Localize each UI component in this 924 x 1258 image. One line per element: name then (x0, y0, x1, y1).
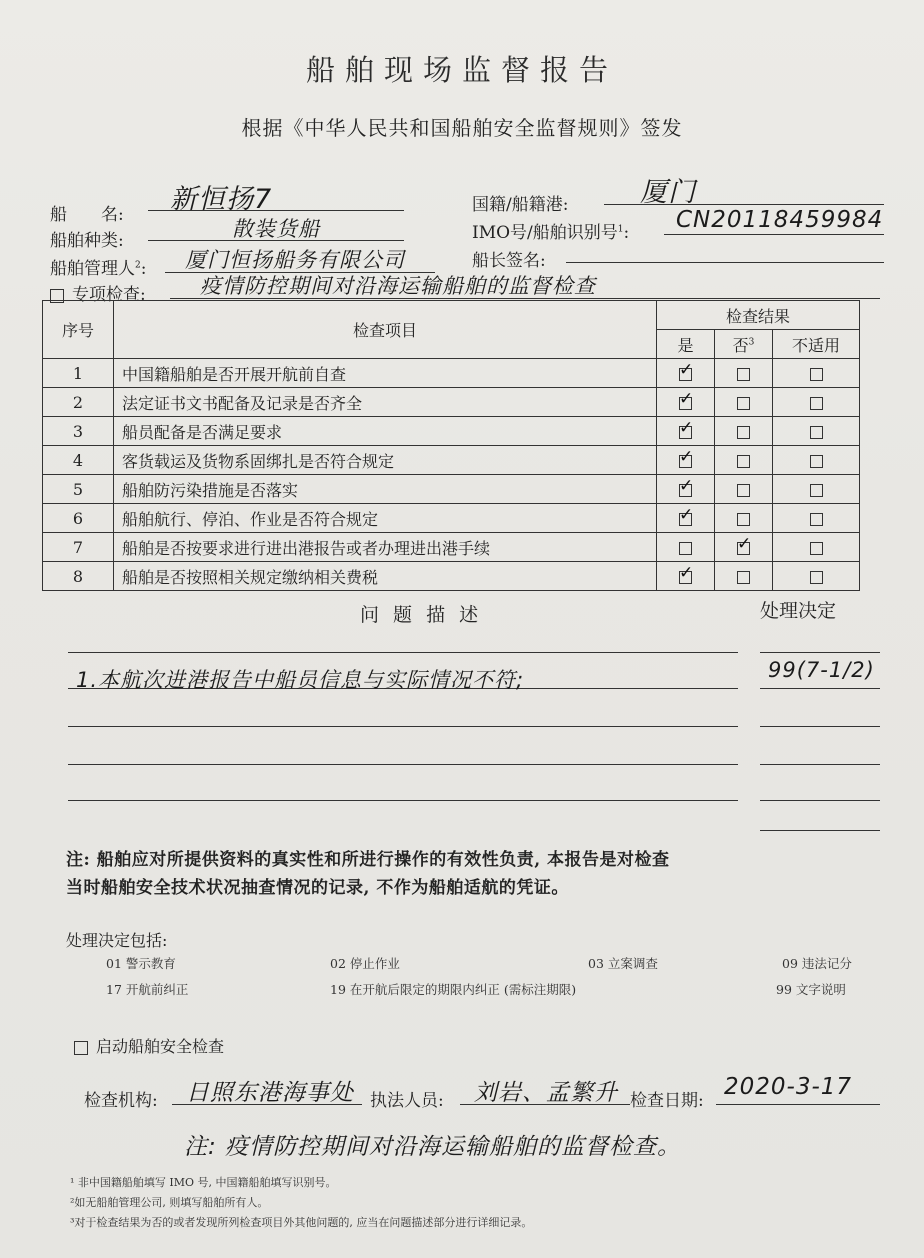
problem-line-3 (68, 764, 738, 765)
checkbox-no[interactable] (737, 571, 750, 584)
checkbox-yes[interactable] (679, 542, 692, 555)
checkbox-no[interactable] (737, 368, 750, 381)
checkbox-no-cell (715, 533, 773, 562)
decision-code-02: 02 停止作业 (330, 956, 400, 971)
checkbox-yes-cell (657, 446, 715, 475)
decision-line-0 (760, 652, 880, 653)
checkbox-na[interactable] (810, 455, 823, 468)
special-check-label: 专项检查: (50, 280, 146, 305)
row-item: 船员配备是否满足要求 (114, 417, 657, 446)
checkbox-yes-cell (657, 388, 715, 417)
checkbox-yes[interactable] (679, 513, 692, 526)
col-header-no-result: 否$^3$ (715, 330, 773, 359)
date-label: 检查日期: (630, 1091, 704, 1111)
row-item: 船舶航行、停泊、作业是否符合规定 (114, 504, 657, 533)
imo-value: CN20118459984 (676, 207, 884, 233)
checkbox-na-cell (773, 417, 860, 446)
decisions-heading: 处理决定包括: (66, 931, 168, 950)
row-item: 船舶是否按照相关规定缴纳相关费税 (114, 562, 657, 591)
decision-line-3 (760, 764, 880, 765)
officer-value: 刘岩、孟繁升 (474, 1080, 618, 1106)
checkbox-no-cell (715, 562, 773, 591)
table-row (43, 562, 860, 591)
decision-heading: 处理决定 (760, 600, 837, 622)
note-line-2: 当时船舶安全技术状况抽查情况的记录, 不作为船舶适航的凭证。 (66, 878, 569, 898)
date-line (716, 1104, 880, 1105)
checkbox-na-cell (773, 475, 860, 504)
checkbox-na-cell (773, 533, 860, 562)
checkbox-na[interactable] (810, 484, 823, 497)
table-row (43, 533, 860, 562)
footnote-2: ²如无船舶管理公司, 则填写船舶所有人。 (70, 1196, 269, 1209)
row-number: 7 (43, 533, 114, 562)
checkbox-no[interactable] (737, 542, 750, 555)
decision-code-09: 09 违法记分 (782, 956, 852, 971)
page-title: 船舶现场监督报告 (305, 53, 618, 87)
table-row (43, 475, 860, 504)
checkbox-yes-cell (657, 359, 715, 388)
decision-code-01: 01 警示教育 (106, 956, 176, 971)
row-number: 8 (43, 562, 114, 591)
problem-line-2 (68, 726, 738, 727)
footnote-1: ¹ 非中国籍船舶填写 IMO 号, 中国籍船舶填写识别号。 (70, 1176, 337, 1189)
row-number: 6 (43, 504, 114, 533)
checkbox-yes[interactable] (679, 368, 692, 381)
row-item: 客货载运及货物系固绑扎是否符合规定 (114, 446, 657, 475)
row-item: 船舶防污染措施是否落实 (114, 475, 657, 504)
checkbox-yes-cell (657, 533, 715, 562)
checkbox-yes[interactable] (679, 571, 692, 584)
checkbox-yes[interactable] (679, 455, 692, 468)
table-row (43, 504, 860, 533)
checkbox-na[interactable] (810, 426, 823, 439)
row-number: 5 (43, 475, 114, 504)
checkbox-na-cell (773, 562, 860, 591)
manager-label: 船舶管理人$^2$: (50, 259, 147, 279)
decision-line-2 (760, 726, 880, 727)
imo-label: IMO号/船舶识别号$^1$: (472, 223, 630, 243)
agency-value: 日照东港海事处 (186, 1080, 354, 1106)
col-header-result: 检查结果 (657, 301, 860, 330)
handwritten-remark: 注: 疫情防控期间对沿海运输船舶的监督检查。 (184, 1134, 682, 1160)
ship-name-label: 船 名: (50, 205, 124, 225)
checkbox-no[interactable] (737, 484, 750, 497)
checkbox-no-cell (715, 504, 773, 533)
checkbox-na[interactable] (810, 542, 823, 555)
row-number: 4 (43, 446, 114, 475)
checkbox-yes-cell (657, 562, 715, 591)
ship-type-value: 散装货船 (232, 217, 320, 241)
checkbox-na-cell (773, 388, 860, 417)
checkbox-na[interactable] (810, 513, 823, 526)
row-number: 1 (43, 359, 114, 388)
checkbox-no-cell (715, 475, 773, 504)
footnote-3: ³对于检查结果为否的或者发现所列检查项目外其他问题的, 应当在问题描述部分进行详细记录。 (70, 1216, 533, 1229)
checkbox-na[interactable] (810, 368, 823, 381)
decision-code-17: 17 开航前纠正 (106, 982, 189, 997)
col-header-no: 序号 (43, 301, 114, 359)
imo-line (664, 234, 884, 235)
checkbox-no[interactable] (737, 513, 750, 526)
row-number: 3 (43, 417, 114, 446)
checkbox-no[interactable] (737, 397, 750, 410)
checkbox-yes[interactable] (679, 397, 692, 410)
col-header-item: 检查项目 (114, 301, 657, 359)
row-item: 船舶是否按要求进行进出港报告或者办理进出港手续 (114, 533, 657, 562)
row-item: 中国籍船舶是否开展开航前自查 (114, 359, 657, 388)
col-header-yes: 是 (657, 330, 715, 359)
ship-type-label: 船舶种类: (50, 231, 124, 251)
checkbox-na[interactable] (810, 571, 823, 584)
date-value: 2020-3-17 (724, 1074, 853, 1100)
checkbox-yes-cell (657, 504, 715, 533)
checkbox-yes[interactable] (679, 426, 692, 439)
decision-line-1 (760, 688, 880, 689)
agency-label: 检查机构: (84, 1091, 158, 1111)
checkbox-na-cell (773, 446, 860, 475)
col-header-na: 不适用 (773, 330, 860, 359)
flag-port-value: 厦门 (640, 177, 696, 208)
row-number: 2 (43, 388, 114, 417)
flag-port-label: 国籍/船籍港: (472, 195, 569, 215)
row-item: 法定证书文书配备及记录是否齐全 (114, 388, 657, 417)
ship-name-value: 新恒扬7 (170, 184, 273, 215)
checkbox-yes-cell (657, 475, 715, 504)
page-subtitle: 根据《中华人民共和国船舶安全监督规则》签发 (241, 116, 683, 140)
decision-code-03: 03 立案调查 (588, 956, 658, 971)
table-row (43, 446, 860, 475)
problem-heading: 问 题 描 述 (360, 604, 483, 626)
officer-label: 执法人员: (370, 1091, 444, 1111)
problem-entry-decision: 99(7-1/2) (768, 658, 875, 682)
checkbox-no-cell (715, 359, 773, 388)
checkbox-yes[interactable] (679, 484, 692, 497)
start-inspection: 启动船舶安全检查 (74, 1034, 224, 1057)
master-signature-label: 船长签名: (472, 251, 546, 271)
table-row (43, 388, 860, 417)
special-check-value: 疫情防控期间对沿海运输船舶的监督检查 (200, 274, 596, 298)
checkbox-no-cell (715, 388, 773, 417)
start-inspection-checkbox[interactable] (74, 1041, 88, 1055)
checkbox-no-cell (715, 417, 773, 446)
checkbox-na-cell (773, 359, 860, 388)
master-signature-line (566, 262, 884, 263)
problem-line-4 (68, 800, 738, 801)
checkbox-no[interactable] (737, 426, 750, 439)
table-row (43, 359, 860, 388)
problem-line-0 (68, 652, 738, 653)
checkbox-no-cell (715, 446, 773, 475)
decision-line-4 (760, 800, 880, 801)
checkbox-na-cell (773, 504, 860, 533)
decision-line-5 (760, 830, 880, 831)
checkbox-yes-cell (657, 417, 715, 446)
decision-code-99: 99 文字说明 (776, 982, 846, 997)
checkbox-no[interactable] (737, 455, 750, 468)
checkbox-na[interactable] (810, 397, 823, 410)
manager-value: 厦门恒扬船务有限公司 (185, 248, 405, 272)
problem-entry-text: 1.本航次进港报告中船员信息与实际情况不符; (76, 668, 525, 692)
table-row (43, 417, 860, 446)
inspection-table (42, 300, 860, 591)
decision-code-19: 19 在开航后限定的期限内纠正 (需标注期限) (330, 982, 577, 997)
note-line-1: 注: 船舶应对所提供资料的真实性和所进行操作的有效性负责, 本报告是对检查 (66, 850, 670, 870)
